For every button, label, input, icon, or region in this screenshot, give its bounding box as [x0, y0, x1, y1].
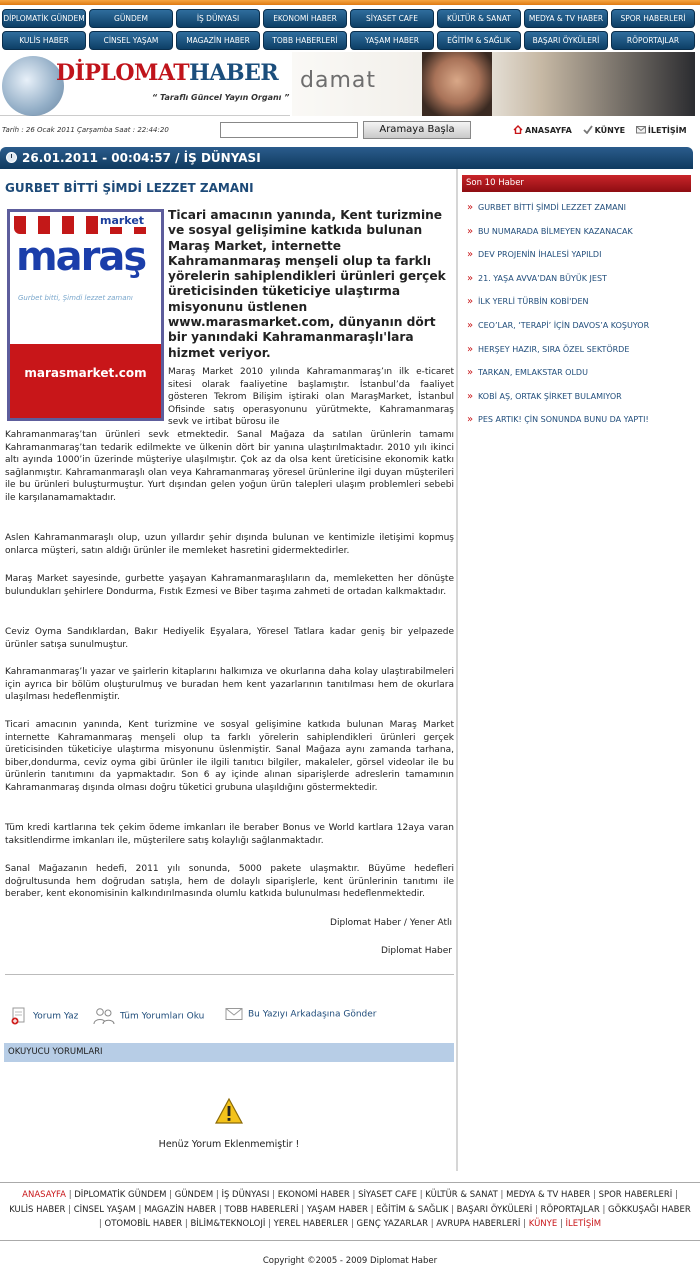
nav-tobb-haberleri[interactable]: TOBB HABERLERİ — [263, 31, 347, 50]
image-brand-text: maraş — [16, 234, 146, 280]
date-time: Tarih : 26 Ocak 2011 Çarşamba Saat : 22:44:20 — [2, 126, 169, 134]
search-input[interactable] — [220, 122, 358, 138]
footer-link[interactable]: İŞ DÜNYASI — [221, 1190, 270, 1200]
footer-line-3: | OTOMOBİL HABER | BİLİM&TEKNOLOJİ | YEREL HABERLER | GENÇ YAZARLAR | AVRUPA HABERLERİ | KÜNYE | İLETİŞİM — [98, 1219, 602, 1230]
logo-part-1: DİPLOMAT — [56, 60, 190, 86]
mail-icon — [636, 125, 646, 134]
footer-link[interactable]: DİPLOMATİK GÜNDEM — [74, 1190, 167, 1200]
envelope-icon — [225, 1007, 243, 1021]
footer-link[interactable]: KULİS HABER — [9, 1204, 66, 1215]
sidebar-news-item[interactable]: » HERŞEY HAZIR, SIRA ÖZEL SEKTÖRDE — [462, 338, 691, 362]
article-paragraph: Tüm kredi kartlarına tek çekim ödeme imkanları ile beraber Bonus ve World kartlara 12aya varan taksitlendirme imkanları ile, müşterilere satış kolaylığı sağlanmaktadır. — [5, 823, 454, 846]
article-paragraph: Maraş Market sayesinde, gurbette yaşayan Kahramanmaraşlıların da, memleketten her dönüşte bulundukları şehirlere Dondurma, Fıstık Ezmesi ve Biber taşıma zahmeti de ortadan kalkmaktadır. — [5, 574, 454, 597]
footer-line-2: KULİS HABER | CİNSEL YAŞAM | MAGAZİN HABER | TOBB HABERLERİ | YAŞAM HABER | EĞİTİM & SAĞLIK | BAŞARI ÖYKÜLERİ | RÖPORTAJLAR | GÖKKUŞAĞI HABER — [9, 1204, 691, 1215]
footer-link[interactable]: SİYASET CAFE — [358, 1190, 417, 1200]
section-header-text: 26.01.2011 - 00:04:57 / İŞ DÜNYASI — [22, 151, 261, 165]
article-paragraph: Kahramanmaraş’tan ürünleri sevk etmektedir. Sanal Mağaza da satılan ürünlerin tamamı Kahramanmaraş’tan tedarik edilmekte ve ülkenin dört bir yanına ulaştırılmaktadır. 2010 yılı ikinci altı ayında 1000’in üzerinde müşteriye ulaşılmıştır. Çok az da olsa kent üreticisine ekonomik katkı sağlanmıştır. Kahramanmaraşlı olan veya Kahramanmaraş yöresel ürünlerine ilgi duyan müşterileri ile bu ürünleri buluşturmuştur. Yurt dışından gelen yoğun ürün talepleri ulaşım problemleri sebebi ile karşılanamamaktadır. — [5, 430, 454, 503]
nav-ekonomi-haber[interactable]: EKONOMİ HABER — [263, 9, 347, 28]
footer-link[interactable]: GÜNDEM — [174, 1190, 214, 1200]
sidebar-news-list — [462, 196, 691, 432]
article-author: Diplomat Haber / Yener Atlı — [330, 918, 452, 928]
article-divider — [5, 974, 454, 975]
top-accent-line — [0, 0, 700, 5]
footer-link[interactable]: BAŞARI ÖYKÜLERİ — [456, 1204, 533, 1215]
footer-link[interactable]: EĞİTİM & SAĞLIK — [376, 1204, 449, 1215]
sidebar-latest-news — [462, 175, 691, 432]
read-comments-label: Tüm Yorumları Oku — [120, 1011, 205, 1022]
image-slogan: Gurbet bitti, Şimdi lezzet zamanı — [18, 294, 133, 302]
article-lead: Ticari amacının yanında, Kent turizmine ve sosyal gelişimine katkıda bulunan Maraş Market, internette Kahramanmaraş menşeli olup ta farklı yörelerin sahiplendikleri ürünleri gerçek üreticisinden tüketiciye ulaştırma misyonunu üstlenen www.marasmarket.com, dünyanın dört bir yanındaki Kahramanmaraşlı'lara hizmet veriyor. — [168, 208, 446, 360]
nav-kultur-sanat[interactable]: KÜLTÜR & SANAT — [437, 9, 521, 28]
nav-roportajlar[interactable]: RÖPORTAJLAR — [611, 31, 695, 50]
article-paragraph: Aslen Kahramanmaraşlı olup, uzun yıllardır şehir dışında bulunan ve kentimizle iletişimi kopmuş onlarca müşteri, satın aldığı ürünler ile memleket hasretini gidermektedirler. — [5, 533, 454, 556]
sidebar-news-item[interactable]: » KOBİ AŞ, ORTAK ŞİRKET BULAMIYOR — [462, 385, 691, 409]
check-icon — [583, 125, 593, 134]
footer-divider — [0, 1240, 700, 1241]
footer-line-1: ANASAYFA | DİPLOMATİK GÜNDEM | GÜNDEM | İŞ DÜNYASI | EKONOMİ HABER | SİYASET CAFE | KÜLTÜR & SANAT | MEDYA & TV HABER | SPOR HABERLERİ | — [22, 1190, 678, 1200]
article-paragraph: Kahramanmaraş’lı yazar ve şairlerin kitaplarını halkımıza ve okurlarına daha kolay ulaştırabilmeleri için ayrıca bir bölüm oluşturulmuş ve buradan hem kent yazarlarının tanıtılması hem de okurlara ulaşılması hedeflenmiştir. — [5, 667, 454, 703]
search-button[interactable]: Aramaya Başla — [363, 121, 471, 139]
banner-model-image — [422, 52, 492, 116]
article-title: GURBET BİTTİ ŞİMDİ LEZZET ZAMANI — [5, 181, 254, 195]
sidebar-news-item[interactable]: » PES ARTIK! ÇİN SONUNDA BUNU DA YAPTI! — [462, 408, 691, 432]
footer-link[interactable]: SPOR HABERLERİ — [598, 1190, 673, 1200]
nav-spor[interactable]: SPOR HABERLERİ — [611, 9, 695, 28]
article-paragraph: Sanal Mağazanın hedefi, 2011 yılı sonunda, 5000 pakete ulaşmaktır. Büyüme hedefleri doğrultusunda hem doğrudan satışla, hem de dolaylı siparişlerle, kent ürünlerinin tanıtımı ile beraber, kent ekonomisinin kalkındırılmasında olumlu katkıda bulunulması hedeflenmektedir. — [5, 864, 454, 900]
footer-link[interactable]: MEDYA & TV HABER — [506, 1190, 591, 1200]
nav-basari-oykuleri[interactable]: BAŞARI ÖYKÜLERİ — [524, 31, 608, 50]
footer-link[interactable]: EKONOMİ HABER — [277, 1190, 350, 1200]
logo-title — [56, 60, 278, 86]
nav-yasam-haber[interactable]: YAŞAM HABER — [350, 31, 434, 50]
sidebar-news-item[interactable]: » GURBET BİTTİ ŞİMDİ LEZZET ZAMANI — [462, 196, 691, 220]
home-icon — [513, 125, 523, 134]
nav-siyaset-cafe[interactable]: SİYASET CAFE — [350, 9, 434, 28]
sidebar-news-item[interactable]: » BU NUMARADA BİLMEYEN KAZANACAK — [462, 220, 691, 244]
footer-link[interactable]: RÖPORTAJLAR — [540, 1204, 600, 1215]
sidebar-news-item[interactable]: » DEV PROJENİN İHALESİ YAPILDI — [462, 243, 691, 267]
footer-link[interactable]: BİLİM&TEKNOLOJİ — [190, 1219, 266, 1230]
site-logo[interactable] — [0, 52, 290, 116]
sidebar-title: Son 10 Haber — [462, 175, 691, 192]
nav-medya-tv[interactable]: MEDYA & TV HABER — [524, 9, 608, 28]
image-red-band — [10, 344, 161, 418]
send-friend-link[interactable] — [225, 1007, 376, 1021]
write-comment-link[interactable] — [10, 1007, 78, 1025]
article-paragraph: Ceviz Oyma Sandıklardan, Bakır Hediyelik Eşyalara, Yöresel Tatlara kadar geniş bir yelpazede ürünler satışa sunulmuştur. — [5, 627, 454, 650]
send-friend-label: Bu Yazıyı Arkadaşına Gönder — [248, 1009, 377, 1020]
comments-header: OKUYUCU YORUMLARI — [4, 1043, 454, 1062]
users-icon — [93, 1007, 115, 1025]
nav-cinsel-yasam[interactable]: CİNSEL YAŞAM — [89, 31, 173, 50]
footer-link[interactable]: ANASAYFA — [22, 1190, 66, 1200]
ad-banner[interactable] — [292, 52, 695, 116]
write-comment-label: Yorum Yaz — [33, 1011, 79, 1022]
globe-icon — [2, 56, 64, 116]
nav-magazin-haber[interactable]: MAGAZİN HABER — [176, 31, 260, 50]
footer-link[interactable]: TOBB HABERLERİ — [224, 1204, 299, 1215]
section-header-bar — [0, 147, 693, 169]
image-market-text: market — [100, 214, 145, 227]
nav-egitim-saglik[interactable]: EĞİTİM & SAĞLIK — [437, 31, 521, 50]
footer-link[interactable]: MAGAZİN HABER — [144, 1204, 217, 1215]
top-link-kunye-label: KÜNYE — [594, 126, 626, 135]
footer-link[interactable]: AVRUPA HABERLERİ — [436, 1219, 521, 1230]
add-note-icon — [10, 1007, 28, 1025]
nav-kulis-haber[interactable]: KULİS HABER — [2, 31, 86, 50]
footer-link[interactable]: YAŞAM HABER — [306, 1204, 368, 1215]
nav-gundem[interactable]: GÜNDEM — [89, 9, 173, 28]
article-paragraph: Ticari amacının yanında, Kent turizmine ve sosyal gelişimine katkıda bulunan Maraş Market internette Kahramanmaraş menşeli olup ta farklı yörelerin sahiplendikleri ürünleri gerçek üreticisinden tüketiciye ulaştırma misyonunu üslenmiştir. Sanal Mağaza aynı zamanda tarhana, biber,dondurma, ceviz oyma gibi ürünler ile ilgili tanıtıcı bilgiler, makaleler, görsel videolar ile bu ürünlerin tanıtımını da yapmaktadır. Son 6 ay içinde alınan siparişlerde adreslerin tamamının Kahramanmaraş dışında olması doğru tüketici grubuna ulaşıldığını göstermektedir. — [5, 720, 454, 793]
footer-link[interactable]: KÜNYE — [528, 1219, 558, 1230]
footer-link[interactable]: İLETİŞİM — [565, 1219, 602, 1230]
top-links — [513, 125, 695, 135]
warning-icon — [214, 1097, 244, 1125]
image-url-text: marasmarket.com — [24, 366, 147, 380]
article-source: Diplomat Haber — [380, 946, 452, 956]
sidebar-news-item[interactable]: » CEO’LAR, ‘TERAPİ’ İÇİN DAVOS’A KOŞUYOR — [462, 314, 691, 338]
footer-link[interactable]: KÜLTÜR & SANAT — [425, 1190, 498, 1200]
article-paragraph: Maraş Market 2010 yılında Kahramanmaraş’ın ilk e-ticaret sitesi olarak faaliyetine başlamıştır. İstanbul’da faaliyet gösteren Tekrom Bilişim iştiraki olan MaraşMarket, İstanbul Ofisinde satış operasyonunu yürütmekte, Kahramanmaraş sevk ve irtibat bürosu ile — [168, 367, 454, 428]
footer-link[interactable]: OTOMOBİL HABER — [104, 1219, 183, 1230]
top-link-kunye[interactable] — [583, 125, 626, 135]
nav-is-dunyasi[interactable]: İŞ DÜNYASI — [176, 9, 260, 28]
logo-part-2: HABER — [189, 60, 279, 86]
clock-icon — [6, 152, 17, 163]
top-link-home[interactable] — [513, 125, 572, 135]
site-header — [0, 52, 700, 116]
sidebar-news-item[interactable]: » TARKAN, EMLAKSTAR OLDU — [462, 361, 691, 385]
top-link-iletisim-label: İLETİŞİM — [647, 126, 687, 135]
top-link-iletisim[interactable] — [636, 125, 687, 135]
footer-links — [0, 1188, 700, 1232]
copyright: Copyright ©2005 - 2009 Diplomat Haber — [262, 1256, 438, 1266]
read-comments-link[interactable] — [93, 1007, 204, 1025]
toolbar — [0, 118, 700, 144]
article-column — [0, 169, 458, 1171]
footer-divider — [0, 1182, 700, 1183]
main-nav — [2, 9, 698, 50]
nav-diplomatik-gundem[interactable]: DİPLOMATİK GÜNDEM — [2, 9, 86, 28]
sidebar-news-item[interactable]: » İLK YERLİ TÜRBİN KOBİ'DEN — [462, 290, 691, 314]
top-link-home-label: ANASAYFA — [525, 126, 572, 135]
article-image — [7, 209, 164, 421]
banner-brand: damat — [300, 68, 376, 93]
footer-link[interactable]: GENÇ YAZARLAR — [356, 1219, 429, 1230]
article-actions — [10, 1004, 455, 1028]
sidebar-news-item[interactable]: » 21. YAŞA AVVA’DAN BÜYÜK JEST — [462, 267, 691, 291]
footer-link[interactable]: YEREL HABERLER — [273, 1219, 349, 1230]
footer-link[interactable]: CİNSEL YAŞAM — [73, 1204, 136, 1215]
footer-link[interactable]: GÖKKUŞAĞI HABER — [608, 1204, 691, 1215]
no-comment-message: Henüz Yorum Eklenmemiştir ! — [158, 1139, 300, 1150]
logo-slogan: “ Taraflı Güncel Yayın Organı ” — [152, 93, 290, 102]
